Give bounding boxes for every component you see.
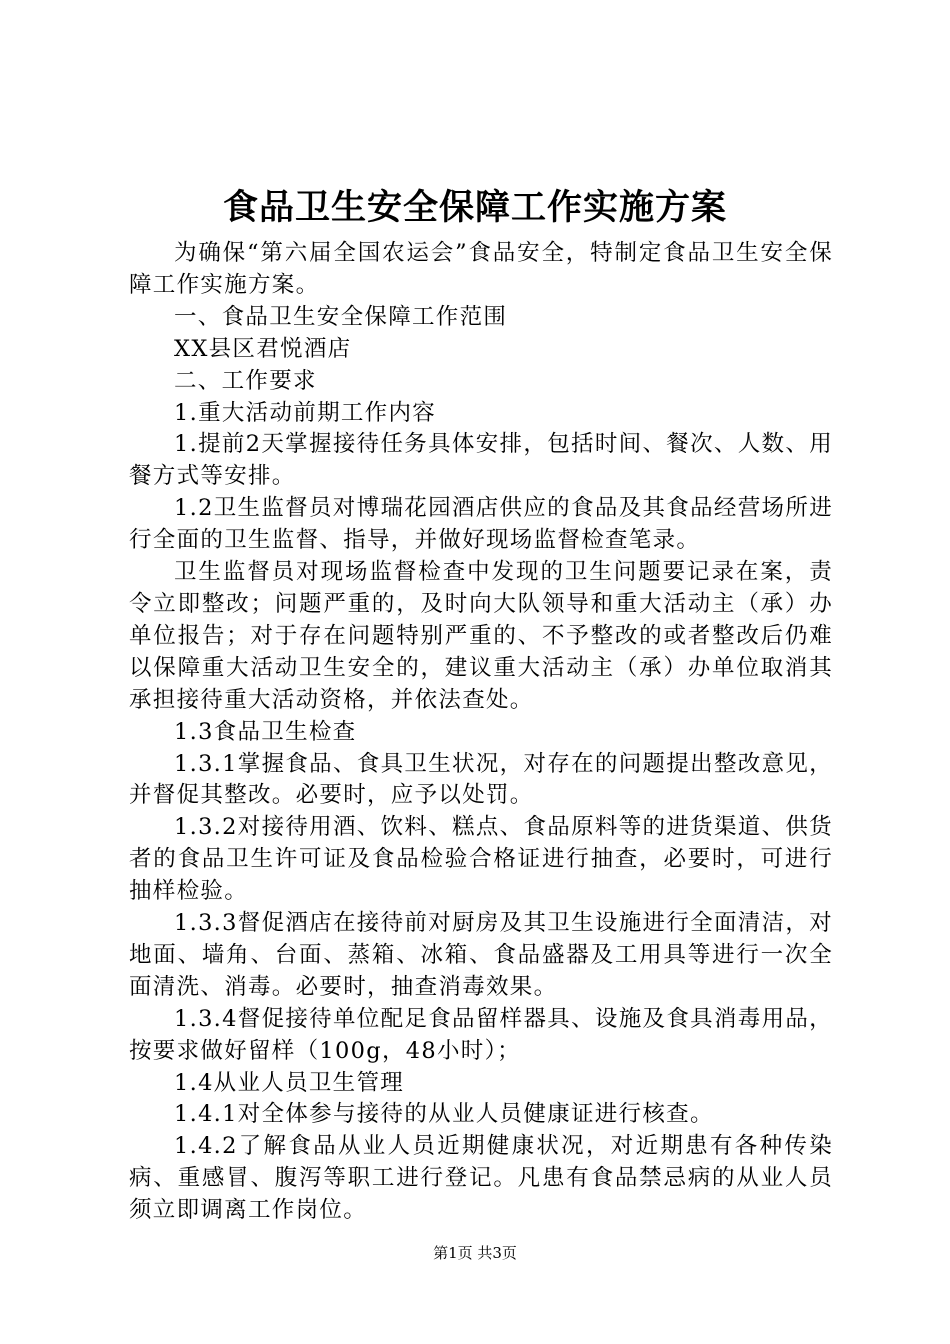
document-title: 食品卫生安全保障工作实施方案 [222, 187, 727, 228]
paragraph-item-1-4-2: 1.4.2了解食品从业人员近期健康状况，对近期患有各种传染病、重感冒、腹泻等职工进行登记。凡患有食品禁忌病的从业人员须立即调离工作岗位。 [129, 1133, 833, 1224]
paragraph-inspection-issues: 卫生监督员对现场监督检查中发现的卫生问题要记录在案，责令立即整改；问题严重的，及时向大队领导和重大活动主（承）办单位报告；对于存在问题特别严重的、不予整改的或者整改后仍难以保障重大活动卫生安全的，建议重大活动主（承）办单位取消其承担接待重大活动资格，并依法查处。 [129, 559, 833, 713]
subsection-heading-food-inspection: 1.3食品卫生检查 [174, 718, 357, 745]
paragraph-item-1-3-2: 1.3.2对接待用酒、饮料、糕点、食品原料等的进货渠道、供货者的食品卫生许可证及食品检验合格证进行抽查，必要时，可进行抽样检验。 [129, 814, 833, 905]
paragraph-item-1-3-4: 1.3.4督促接待单位配足食品留样器具、设施及食具消毒用品，按要求做好留样（100g，48小时）； [129, 1005, 833, 1064]
subsection-heading-staff-hygiene: 1.4从业人员卫生管理 [174, 1069, 405, 1096]
paragraph-venue: XX县区君悦酒店 [174, 335, 352, 362]
paragraph-item-1-3-1: 1.3.1掌握食品、食具卫生状况，对存在的问题提出整改意见，并督促其整改。必要时，应予以处罚。 [129, 750, 833, 809]
paragraph-item-1-2: 1.2卫生监督员对博瑞花园酒店供应的食品及其食品经营场所进行全面的卫生监督、指导，并做好现场监督检查笔录。 [129, 495, 833, 554]
paragraph-item-1-3-3: 1.3.3督促酒店在接待前对厨房及其卫生设施进行全面清洁，对地面、墙角、台面、蒸箱、冰箱、食品盛器及工用具等进行一次全面清洗、消毒。必要时，抽查消毒效果。 [129, 910, 833, 1000]
section-heading-requirements: 二、工作要求 [174, 367, 317, 394]
paragraph-item-1-1: 1.提前2天掌握接待任务具体安排，包括时间、餐次、人数、用餐方式等安排。 [129, 431, 833, 490]
paragraph-item-1-4-1: 1.4.1对全体参与接待的从业人员健康证进行核查。 [174, 1101, 714, 1128]
document-body [129, 238, 833, 1227]
section-heading-scope: 一、食品卫生安全保障工作范围 [174, 303, 508, 330]
paragraph-intro: 为确保“第六届全国农运会”食品安全，特制定食品卫生安全保障工作实施方案。 [129, 240, 833, 298]
subsection-heading-preparation: 1.重大活动前期工作内容 [174, 399, 437, 426]
page-number-footer: 第1页 共3页 [433, 1244, 517, 1262]
